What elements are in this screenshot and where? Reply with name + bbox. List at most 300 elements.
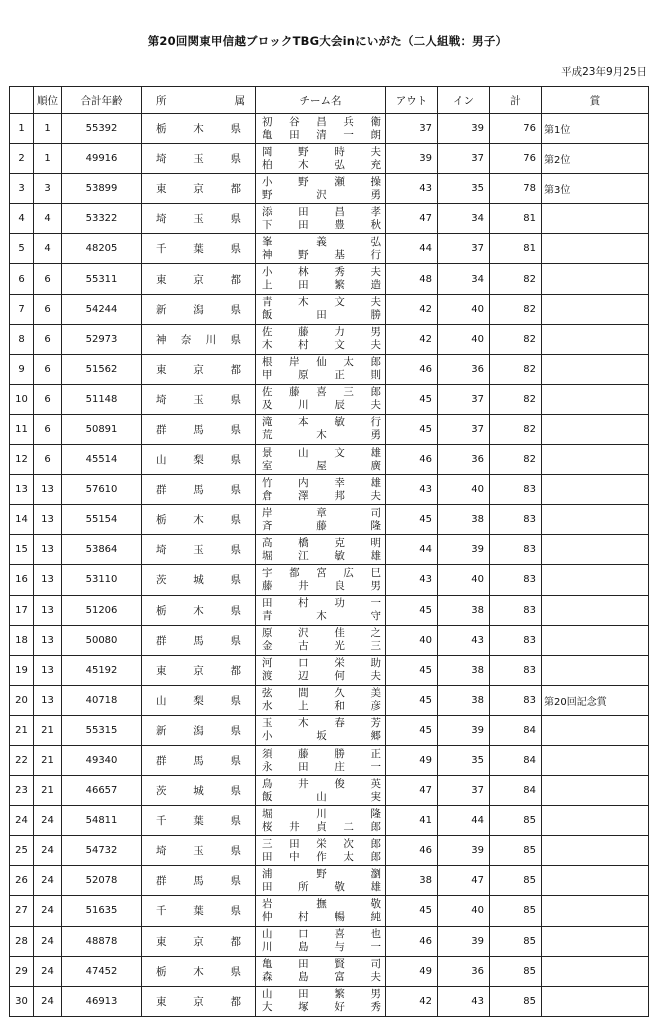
- team-member-2: 渡辺何夫: [262, 670, 381, 683]
- prize-cell: 第2位: [542, 144, 649, 174]
- team-member-1: 河口栄助: [262, 657, 381, 670]
- prize-cell: [542, 234, 649, 264]
- team-member-1: 滝本敏行: [262, 416, 381, 429]
- in-score-cell: 40: [438, 475, 490, 505]
- team-member-1: 堀川隆: [262, 807, 381, 820]
- total-age-cell: 55315: [62, 715, 142, 745]
- table-row: [10, 114, 649, 144]
- team-cell: [256, 324, 386, 354]
- table-row: [10, 475, 649, 505]
- team-cell: [256, 505, 386, 535]
- team-member-1: 小野瀬操: [262, 175, 381, 188]
- out-score-cell: 43: [386, 565, 438, 595]
- prize-cell: [542, 354, 649, 384]
- total-score-cell: 76: [490, 114, 542, 144]
- team-member-2: 森島富夫: [262, 971, 381, 984]
- total-age-cell: 47452: [62, 956, 142, 986]
- prize-cell: [542, 324, 649, 354]
- row-number: 25: [10, 836, 34, 866]
- out-score-cell: 45: [386, 505, 438, 535]
- in-score-cell: 37: [438, 234, 490, 264]
- out-score-cell: 41: [386, 806, 438, 836]
- total-age-cell: 53864: [62, 535, 142, 565]
- table-row: [10, 354, 649, 384]
- table-row: [10, 806, 649, 836]
- prefecture-cell: 群馬県: [142, 866, 256, 896]
- row-number: 7: [10, 294, 34, 324]
- prize-cell: [542, 655, 649, 685]
- team-cell: [256, 475, 386, 505]
- out-score-cell: 45: [386, 685, 438, 715]
- out-score-cell: 45: [386, 715, 438, 745]
- out-score-cell: 44: [386, 535, 438, 565]
- team-member-1: 田村功一: [262, 597, 381, 610]
- in-score-cell: 35: [438, 174, 490, 204]
- total-age-cell: 52078: [62, 866, 142, 896]
- prize-cell: [542, 986, 649, 1016]
- prefecture-cell: 東京都: [142, 986, 256, 1016]
- total-age-cell: 51635: [62, 896, 142, 926]
- rank-cell: 6: [34, 354, 62, 384]
- table-row: [10, 655, 649, 685]
- total-score-cell: 83: [490, 505, 542, 535]
- row-number: 10: [10, 384, 34, 414]
- document-date: 平成23年9月25日: [561, 66, 647, 78]
- rank-cell: 21: [34, 745, 62, 775]
- row-number: 9: [10, 354, 34, 384]
- prefecture-cell: 千葉県: [142, 234, 256, 264]
- row-number: 2: [10, 144, 34, 174]
- rank-cell: 21: [34, 776, 62, 806]
- prefecture-cell: 東京都: [142, 354, 256, 384]
- prefecture-cell: 新潟県: [142, 715, 256, 745]
- rank-cell: 13: [34, 505, 62, 535]
- prefecture-cell: 埼玉県: [142, 204, 256, 234]
- total-score-cell: 85: [490, 926, 542, 956]
- total-age-cell: 51562: [62, 354, 142, 384]
- team-member-1: 景山文雄: [262, 446, 381, 459]
- out-score-cell: 37: [386, 114, 438, 144]
- team-member-2: 室屋廣: [262, 459, 381, 472]
- row-number: 5: [10, 234, 34, 264]
- team-cell: [256, 234, 386, 264]
- team-member-1: 高橋克明: [262, 536, 381, 549]
- total-score-cell: 82: [490, 354, 542, 384]
- table-row: [10, 234, 649, 264]
- team-member-2: 倉澤邦夫: [262, 489, 381, 502]
- table-row: [10, 745, 649, 775]
- rank-cell: 24: [34, 926, 62, 956]
- total-age-cell: 53322: [62, 204, 142, 234]
- row-number: 1: [10, 114, 34, 144]
- prize-cell: [542, 204, 649, 234]
- row-number: 16: [10, 565, 34, 595]
- prize-cell: [542, 414, 649, 444]
- row-number: 24: [10, 806, 34, 836]
- row-number: 30: [10, 986, 34, 1016]
- total-score-cell: 85: [490, 806, 542, 836]
- prize-cell: 第3位: [542, 174, 649, 204]
- out-score-cell: 45: [386, 655, 438, 685]
- in-score-cell: 36: [438, 445, 490, 475]
- team-cell: [256, 986, 386, 1016]
- rank-cell: 6: [34, 445, 62, 475]
- team-member-2: 永田庄一: [262, 760, 381, 773]
- header-in: イン: [438, 87, 490, 114]
- in-score-cell: 38: [438, 685, 490, 715]
- header-team: チーム名: [256, 87, 386, 114]
- document-title: 第20回関東甲信越ブロックTBG大会inにいがた（二人組戦：男子）: [147, 34, 508, 48]
- total-age-cell: 50891: [62, 414, 142, 444]
- total-score-cell: 83: [490, 595, 542, 625]
- in-score-cell: 37: [438, 144, 490, 174]
- in-score-cell: 38: [438, 595, 490, 625]
- table-row: [10, 565, 649, 595]
- team-member-1: 原沢佳之: [262, 627, 381, 640]
- table-row: [10, 776, 649, 806]
- prize-cell: [542, 535, 649, 565]
- team-cell: [256, 445, 386, 475]
- table-row: [10, 324, 649, 354]
- out-score-cell: 47: [386, 204, 438, 234]
- out-score-cell: 46: [386, 354, 438, 384]
- team-cell: [256, 836, 386, 866]
- prize-cell: [542, 595, 649, 625]
- team-cell: [256, 776, 386, 806]
- prize-cell: [542, 956, 649, 986]
- team-cell: [256, 174, 386, 204]
- team-member-1: 青木文夫: [262, 296, 381, 309]
- total-score-cell: 83: [490, 625, 542, 655]
- prize-cell: [542, 806, 649, 836]
- team-member-2: 上田繁造: [262, 279, 381, 292]
- out-score-cell: 49: [386, 956, 438, 986]
- total-score-cell: 82: [490, 414, 542, 444]
- total-age-cell: 54244: [62, 294, 142, 324]
- table-row: [10, 505, 649, 535]
- team-cell: [256, 625, 386, 655]
- team-member-1: 山口喜也: [262, 928, 381, 941]
- rank-cell: 24: [34, 986, 62, 1016]
- header-out: アウト: [386, 87, 438, 114]
- prefecture-cell: 茨城県: [142, 565, 256, 595]
- table-row: [10, 715, 649, 745]
- total-age-cell: 40718: [62, 685, 142, 715]
- prefecture-cell: 東京都: [142, 655, 256, 685]
- total-age-cell: 46657: [62, 776, 142, 806]
- rank-cell: 13: [34, 595, 62, 625]
- team-member-2: 甲原正則: [262, 369, 381, 382]
- total-score-cell: 84: [490, 745, 542, 775]
- in-score-cell: 43: [438, 625, 490, 655]
- in-score-cell: 37: [438, 776, 490, 806]
- total-score-cell: 84: [490, 776, 542, 806]
- table-row: [10, 926, 649, 956]
- total-age-cell: 51206: [62, 595, 142, 625]
- team-member-1: 須藤勝正: [262, 747, 381, 760]
- table-row: [10, 264, 649, 294]
- rank-cell: 24: [34, 836, 62, 866]
- out-score-cell: 47: [386, 776, 438, 806]
- total-age-cell: 57610: [62, 475, 142, 505]
- table-row: [10, 294, 649, 324]
- rank-cell: 4: [34, 234, 62, 264]
- rank-cell: 3: [34, 174, 62, 204]
- prize-cell: 第1位: [542, 114, 649, 144]
- team-member-1: 小林秀夫: [262, 266, 381, 279]
- in-score-cell: 47: [438, 866, 490, 896]
- team-member-2: 青木守: [262, 610, 381, 623]
- team-member-2: 水上和彦: [262, 700, 381, 713]
- out-score-cell: 42: [386, 294, 438, 324]
- rank-cell: 4: [34, 204, 62, 234]
- rank-cell: 1: [34, 114, 62, 144]
- team-member-1: 浦野瀏: [262, 867, 381, 880]
- out-score-cell: 42: [386, 986, 438, 1016]
- rank-cell: 13: [34, 625, 62, 655]
- team-cell: [256, 806, 386, 836]
- row-number: 18: [10, 625, 34, 655]
- total-score-cell: 78: [490, 174, 542, 204]
- header-row: [10, 87, 649, 114]
- team-member-1: 三田栄次郎: [262, 837, 381, 850]
- table-row: [10, 866, 649, 896]
- prize-cell: [542, 565, 649, 595]
- team-member-2: 田所敬雄: [262, 880, 381, 893]
- table-row: [10, 625, 649, 655]
- prefecture-cell: 山梨県: [142, 685, 256, 715]
- out-score-cell: 43: [386, 174, 438, 204]
- total-score-cell: 85: [490, 956, 542, 986]
- team-member-2: 野沢勇: [262, 188, 381, 201]
- team-cell: [256, 745, 386, 775]
- row-number: 29: [10, 956, 34, 986]
- out-score-cell: 42: [386, 324, 438, 354]
- rank-cell: 24: [34, 806, 62, 836]
- total-score-cell: 85: [490, 836, 542, 866]
- row-number: 22: [10, 745, 34, 775]
- team-member-1: 亀田賢司: [262, 958, 381, 971]
- team-cell: [256, 926, 386, 956]
- total-age-cell: 53110: [62, 565, 142, 595]
- in-score-cell: 40: [438, 565, 490, 595]
- rank-cell: 6: [34, 414, 62, 444]
- header-age: 合計年齢: [62, 87, 142, 114]
- team-member-1: 根岸仙太郎: [262, 356, 381, 369]
- total-score-cell: 82: [490, 294, 542, 324]
- total-age-cell: 55311: [62, 264, 142, 294]
- total-score-cell: 82: [490, 384, 542, 414]
- total-age-cell: 45192: [62, 655, 142, 685]
- total-age-cell: 48205: [62, 234, 142, 264]
- out-score-cell: 45: [386, 896, 438, 926]
- in-score-cell: 36: [438, 956, 490, 986]
- team-cell: [256, 685, 386, 715]
- prize-cell: [542, 294, 649, 324]
- in-score-cell: 44: [438, 806, 490, 836]
- prefecture-cell: 栃木県: [142, 956, 256, 986]
- prefecture-cell: 東京都: [142, 926, 256, 956]
- rank-cell: 6: [34, 294, 62, 324]
- total-score-cell: 81: [490, 204, 542, 234]
- rank-cell: 24: [34, 896, 62, 926]
- prefecture-cell: 栃木県: [142, 505, 256, 535]
- total-age-cell: 55154: [62, 505, 142, 535]
- row-number: 15: [10, 535, 34, 565]
- out-score-cell: 38: [386, 866, 438, 896]
- rank-cell: 24: [34, 866, 62, 896]
- in-score-cell: 39: [438, 535, 490, 565]
- in-score-cell: 39: [438, 926, 490, 956]
- team-member-2: 藤井良男: [262, 579, 381, 592]
- team-cell: [256, 595, 386, 625]
- total-score-cell: 85: [490, 986, 542, 1016]
- rank-cell: 13: [34, 475, 62, 505]
- out-score-cell: 45: [386, 595, 438, 625]
- prefecture-cell: 神奈川県: [142, 324, 256, 354]
- row-number: 17: [10, 595, 34, 625]
- team-member-1: 峯義弘: [262, 235, 381, 248]
- out-score-cell: 48: [386, 264, 438, 294]
- team-member-1: 岸章司: [262, 506, 381, 519]
- total-score-cell: 83: [490, 655, 542, 685]
- total-age-cell: 52973: [62, 324, 142, 354]
- team-cell: [256, 956, 386, 986]
- team-member-2: 斉藤隆: [262, 519, 381, 532]
- rank-cell: 24: [34, 956, 62, 986]
- total-age-cell: 48878: [62, 926, 142, 956]
- row-number: 21: [10, 715, 34, 745]
- in-score-cell: 40: [438, 324, 490, 354]
- rank-cell: 6: [34, 324, 62, 354]
- team-member-1: 岡野時夫: [262, 145, 381, 158]
- team-member-2: 飯山実: [262, 790, 381, 803]
- row-number: 11: [10, 414, 34, 444]
- total-score-cell: 83: [490, 565, 542, 595]
- prefecture-cell: 新潟県: [142, 294, 256, 324]
- total-age-cell: 55392: [62, 114, 142, 144]
- team-member-1: 宇都宮広巳: [262, 566, 381, 579]
- team-member-2: 大塚好秀: [262, 1001, 381, 1014]
- team-cell: [256, 144, 386, 174]
- team-member-1: 添田昌孝: [262, 205, 381, 218]
- in-score-cell: 36: [438, 354, 490, 384]
- team-member-2: 亀田清一朗: [262, 128, 381, 141]
- rank-cell: 21: [34, 715, 62, 745]
- out-score-cell: 45: [386, 384, 438, 414]
- table-row: [10, 595, 649, 625]
- table-row: [10, 535, 649, 565]
- rank-cell: 6: [34, 384, 62, 414]
- table-row: [10, 896, 649, 926]
- row-number: 4: [10, 204, 34, 234]
- table-row: [10, 204, 649, 234]
- team-member-1: 竹内幸雄: [262, 476, 381, 489]
- team-member-1: 鳥井俊英: [262, 777, 381, 790]
- team-member-2: 飯田勝: [262, 309, 381, 322]
- table-row: [10, 414, 649, 444]
- team-cell: [256, 535, 386, 565]
- prize-cell: [542, 926, 649, 956]
- prize-cell: 第20回記念賞: [542, 685, 649, 715]
- rank-cell: 13: [34, 655, 62, 685]
- team-member-2: 小坂郷: [262, 730, 381, 743]
- rank-cell: 1: [34, 144, 62, 174]
- total-age-cell: 49340: [62, 745, 142, 775]
- in-score-cell: 35: [438, 745, 490, 775]
- row-number: 23: [10, 776, 34, 806]
- prize-cell: [542, 776, 649, 806]
- team-cell: [256, 384, 386, 414]
- rank-cell: 6: [34, 264, 62, 294]
- total-score-cell: 82: [490, 264, 542, 294]
- prefecture-cell: 山梨県: [142, 445, 256, 475]
- out-score-cell: 44: [386, 234, 438, 264]
- table-row: [10, 956, 649, 986]
- in-score-cell: 39: [438, 836, 490, 866]
- total-age-cell: 49916: [62, 144, 142, 174]
- header-prize: 賞: [542, 87, 649, 114]
- team-member-1: 初谷昌兵衛: [262, 115, 381, 128]
- total-age-cell: 51148: [62, 384, 142, 414]
- total-age-cell: 54732: [62, 836, 142, 866]
- total-score-cell: 84: [490, 715, 542, 745]
- row-number: 27: [10, 896, 34, 926]
- prefecture-cell: 埼玉県: [142, 836, 256, 866]
- prize-cell: [542, 866, 649, 896]
- row-number: 19: [10, 655, 34, 685]
- prize-cell: [542, 445, 649, 475]
- row-number: 26: [10, 866, 34, 896]
- team-cell: [256, 896, 386, 926]
- prize-cell: [542, 896, 649, 926]
- table-row: [10, 986, 649, 1016]
- row-number: 20: [10, 685, 34, 715]
- table-row: [10, 144, 649, 174]
- rank-cell: 13: [34, 685, 62, 715]
- out-score-cell: 43: [386, 475, 438, 505]
- row-number: 3: [10, 174, 34, 204]
- team-member-2: 堀江敏雄: [262, 549, 381, 562]
- team-member-1: 佐藤喜三郎: [262, 386, 381, 399]
- table-row: [10, 445, 649, 475]
- table-row: [10, 836, 649, 866]
- total-score-cell: 85: [490, 866, 542, 896]
- in-score-cell: 40: [438, 896, 490, 926]
- team-member-2: 下田豊秋: [262, 218, 381, 231]
- in-score-cell: 38: [438, 505, 490, 535]
- team-member-2: 木村文夫: [262, 339, 381, 352]
- total-score-cell: 83: [490, 535, 542, 565]
- prize-cell: [542, 505, 649, 535]
- team-member-2: 荒木勇: [262, 429, 381, 442]
- team-cell: [256, 204, 386, 234]
- prefecture-cell: 東京都: [142, 174, 256, 204]
- team-member-2: 桜井貞二郎: [262, 820, 381, 833]
- out-score-cell: 46: [386, 445, 438, 475]
- prize-cell: [542, 625, 649, 655]
- team-cell: [256, 294, 386, 324]
- total-score-cell: 76: [490, 144, 542, 174]
- prefecture-cell: 埼玉県: [142, 144, 256, 174]
- in-score-cell: 40: [438, 294, 490, 324]
- prize-cell: [542, 264, 649, 294]
- team-member-2: 柏木弘充: [262, 158, 381, 171]
- team-cell: [256, 715, 386, 745]
- header-pref: 所 属: [142, 87, 256, 114]
- prize-cell: [542, 384, 649, 414]
- total-age-cell: 54811: [62, 806, 142, 836]
